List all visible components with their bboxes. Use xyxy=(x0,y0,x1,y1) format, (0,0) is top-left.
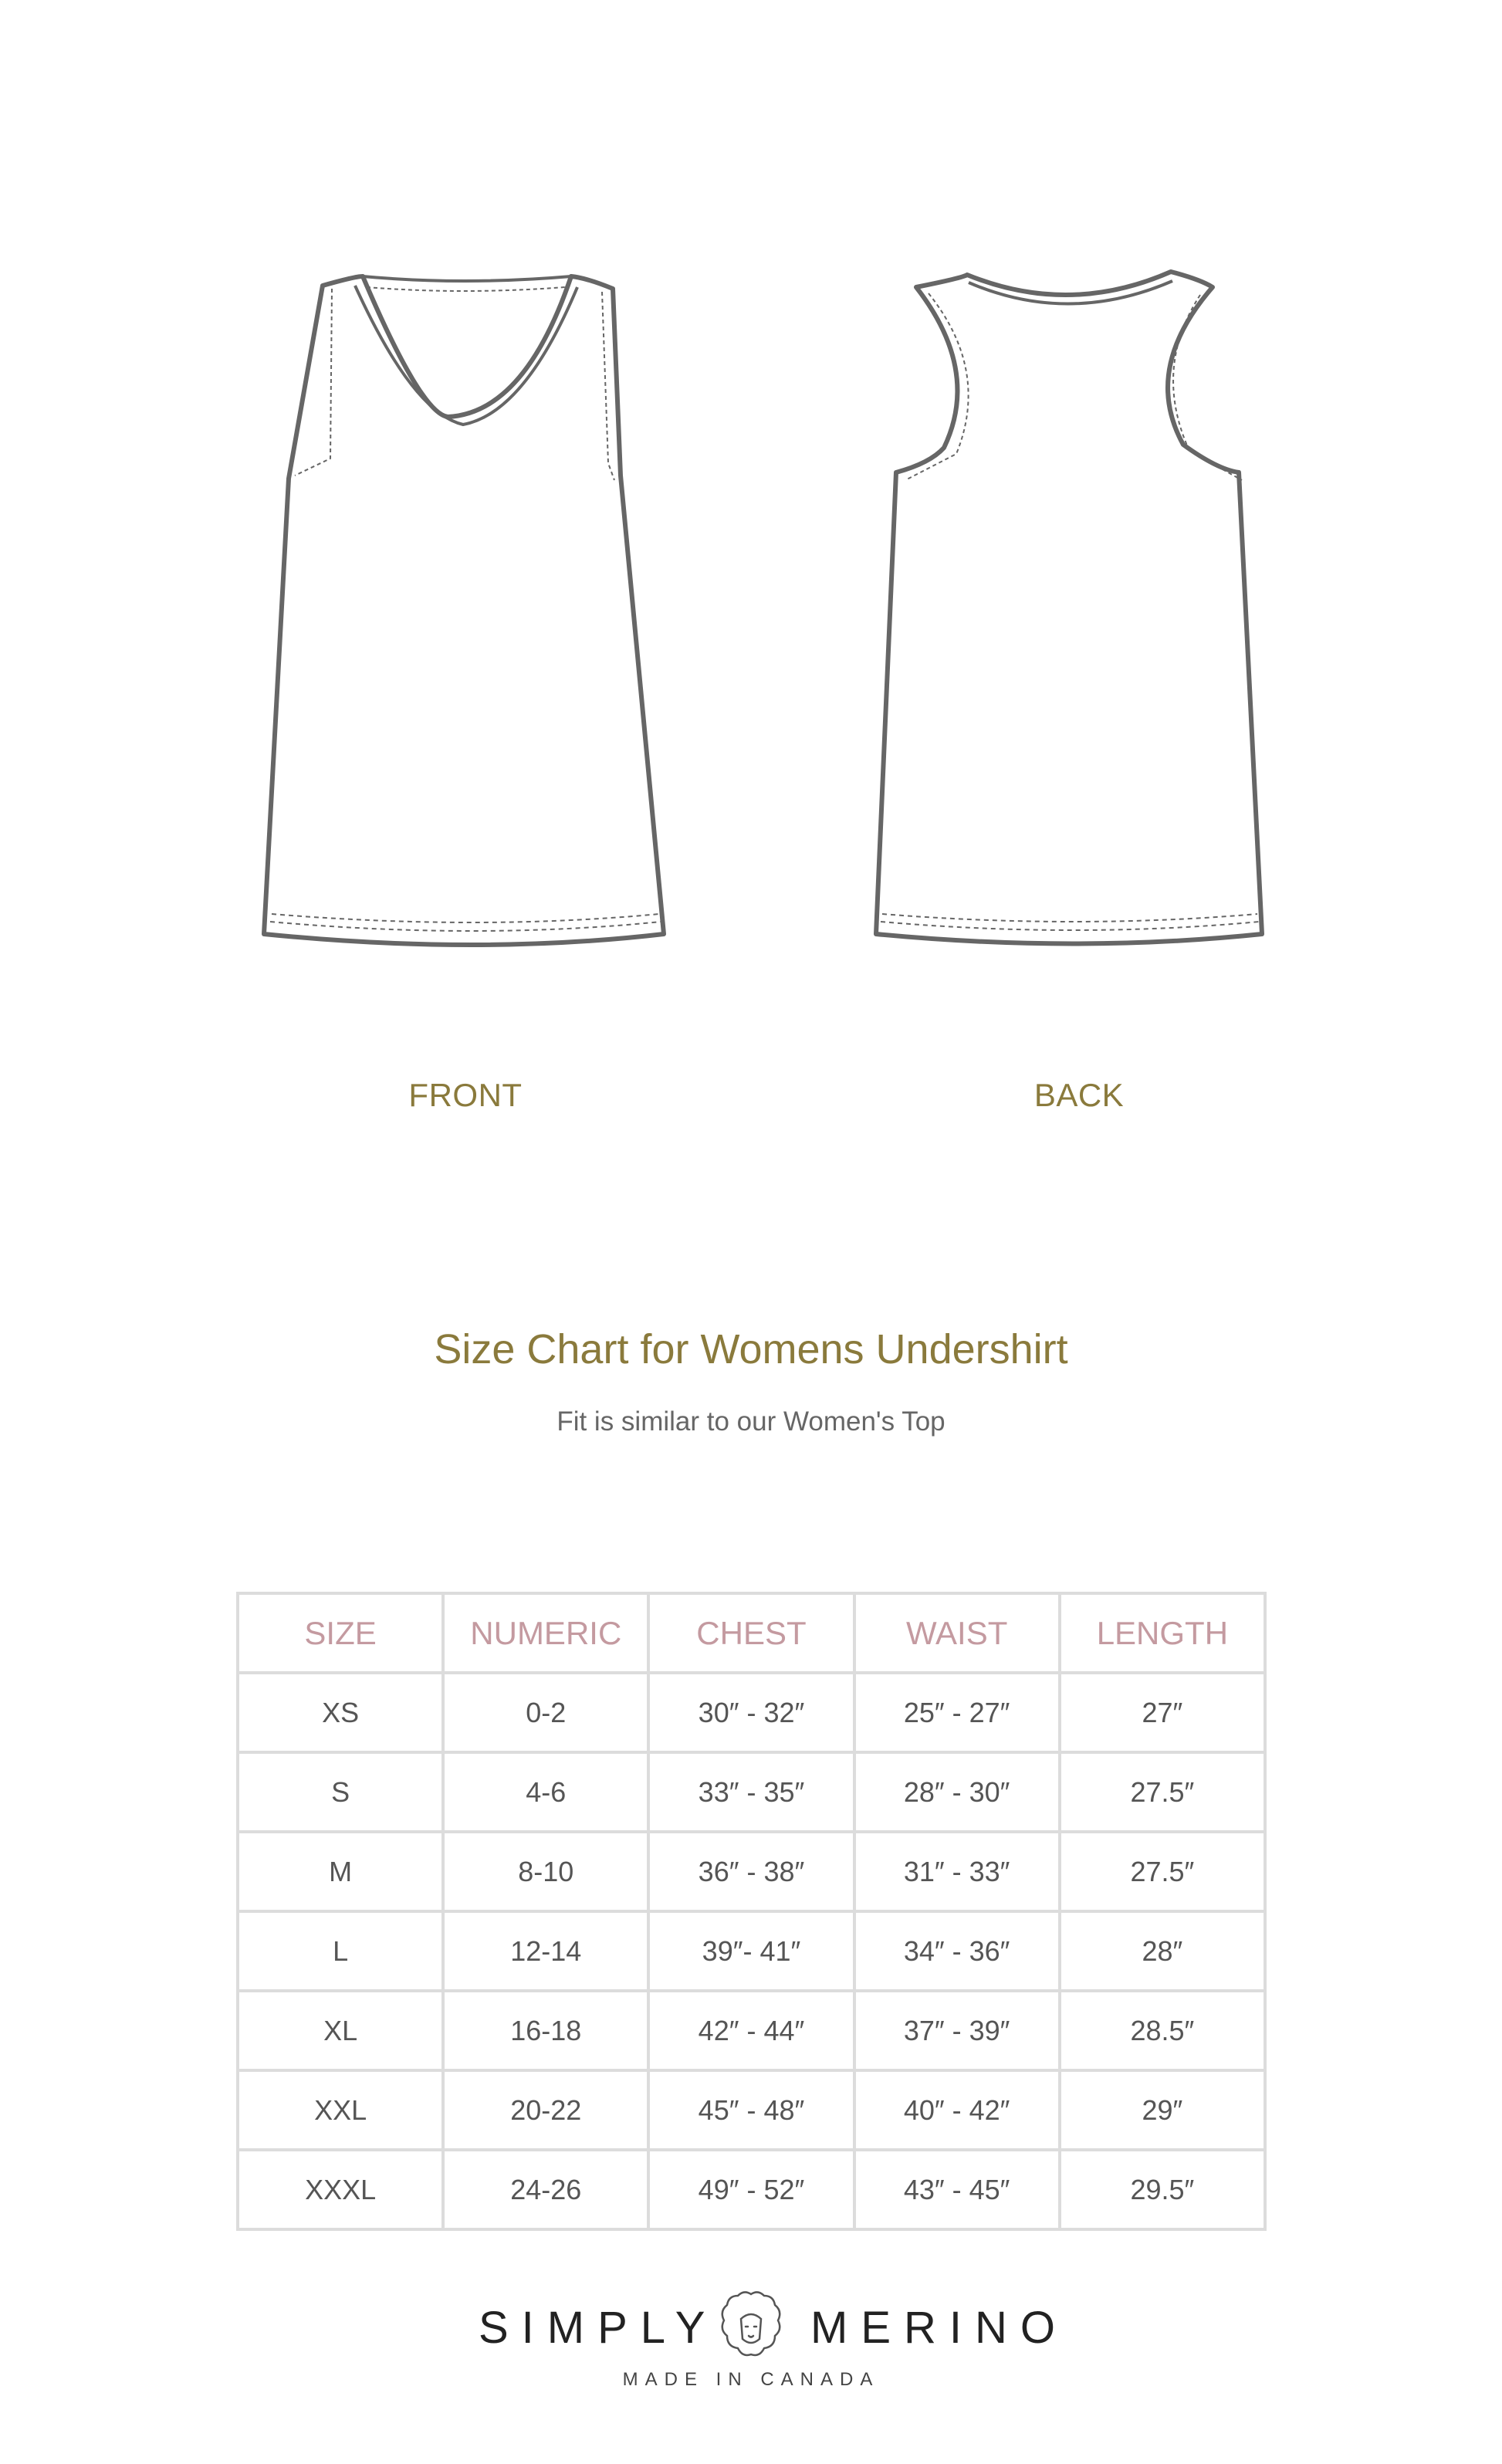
cell-chest: 42″ - 44″ xyxy=(648,1991,854,2070)
front-garment-sketch xyxy=(247,255,679,984)
table-row xyxy=(238,1673,1265,1752)
cell-chest: 39″- 41″ xyxy=(648,1911,854,1991)
brand-word-simply: SIMPLY xyxy=(479,2303,719,2353)
cell-size: XS xyxy=(238,1673,443,1752)
front-label: FRONT xyxy=(408,1077,523,1113)
size-table xyxy=(236,1592,1267,2231)
cell-numeric: 12-14 xyxy=(443,1911,648,1991)
cell-length: 27.5″ xyxy=(1060,1752,1265,1832)
cell-numeric: 4-6 xyxy=(443,1752,648,1832)
cell-size: M xyxy=(238,1832,443,1911)
cell-waist: 37″ - 39″ xyxy=(854,1991,1060,2070)
cell-size: XL xyxy=(238,1991,443,2070)
brand-tagline: MADE IN CANADA xyxy=(622,2369,880,2390)
header-size: SIZE xyxy=(238,1593,443,1673)
header-waist: WAIST xyxy=(854,1593,1060,1673)
brand-logo xyxy=(0,2288,1502,2373)
brand-word-merino: MERINO xyxy=(810,2303,1068,2353)
header-numeric: NUMERIC xyxy=(443,1593,648,1673)
cell-waist: 25″ - 27″ xyxy=(854,1673,1060,1752)
cell-chest: 36″ - 38″ xyxy=(648,1832,854,1911)
cell-waist: 28″ - 30″ xyxy=(854,1752,1060,1832)
table-row xyxy=(238,2150,1265,2229)
header-chest: CHEST xyxy=(648,1593,854,1673)
back-garment-sketch xyxy=(861,255,1293,984)
cell-chest: 30″ - 32″ xyxy=(648,1673,854,1752)
cell-length: 29.5″ xyxy=(1060,2150,1265,2229)
cell-length: 27.5″ xyxy=(1060,1832,1265,1911)
cell-length: 28.5″ xyxy=(1060,1991,1265,2070)
cell-numeric: 16-18 xyxy=(443,1991,648,2070)
cell-numeric: 0-2 xyxy=(443,1673,648,1752)
table-row xyxy=(238,1911,1265,1991)
cell-size: XXL xyxy=(238,2070,443,2150)
table-row xyxy=(238,1752,1265,1832)
cell-size: L xyxy=(238,1911,443,1991)
cell-chest: 45″ - 48″ xyxy=(648,2070,854,2150)
back-label: BACK xyxy=(1033,1077,1125,1113)
table-row xyxy=(238,1991,1265,2070)
cell-numeric: 8-10 xyxy=(443,1832,648,1911)
table-row xyxy=(238,1832,1265,1911)
header-length: LENGTH xyxy=(1060,1593,1265,1673)
cell-length: 27″ xyxy=(1060,1673,1265,1752)
cell-numeric: 20-22 xyxy=(443,2070,648,2150)
cell-waist: 31″ - 33″ xyxy=(854,1832,1060,1911)
sheep-icon xyxy=(718,2288,784,2369)
cell-chest: 33″ - 35″ xyxy=(648,1752,854,1832)
cell-chest: 49″ - 52″ xyxy=(648,2150,854,2229)
cell-length: 29″ xyxy=(1060,2070,1265,2150)
cell-waist: 40″ - 42″ xyxy=(854,2070,1060,2150)
cell-size: XXXL xyxy=(238,2150,443,2229)
cell-size: S xyxy=(238,1752,443,1832)
cell-length: 28″ xyxy=(1060,1911,1265,1991)
size-chart-subtitle: Fit is similar to our Women's Top xyxy=(556,1406,946,1437)
table-row xyxy=(238,2070,1265,2150)
cell-waist: 34″ - 36″ xyxy=(854,1911,1060,1991)
size-chart-title: Size Chart for Womens Undershirt xyxy=(434,1326,1068,1372)
cell-numeric: 24-26 xyxy=(443,2150,648,2229)
table-header-row xyxy=(238,1593,1265,1673)
cell-waist: 43″ - 45″ xyxy=(854,2150,1060,2229)
